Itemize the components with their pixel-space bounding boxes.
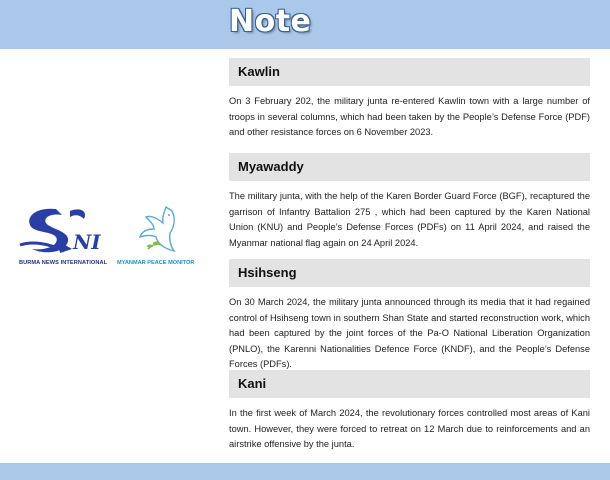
- mpm-caption: MYANMAR PEACE MONITOR: [117, 260, 195, 266]
- note-section-myawaddy: [229, 153, 590, 251]
- mpm-logo: [136, 205, 178, 257]
- section-heading: Hsihseng: [229, 259, 590, 287]
- footer-band: [0, 463, 610, 480]
- section-text: On 3 February 202, the military junta re-entered Kawlin town with a large number of troops in several columns, which had been taken by the People’s Defense Force (PDF) and other resistance forces on 6 November 2023.: [229, 96, 590, 138]
- logos-area: [18, 205, 200, 275]
- dove-icon: [136, 205, 178, 257]
- note-section-kani: [229, 370, 590, 453]
- section-heading: Myawaddy: [229, 153, 590, 181]
- bni-caption: BURMA NEWS INTERNATIONAL: [19, 260, 108, 266]
- bni-emblem-icon: [18, 205, 118, 260]
- page-title: Note: [229, 4, 312, 39]
- bni-initials: NI: [73, 230, 101, 254]
- section-text: In the first week of March 2024, the revolutionary forces controlled most areas of Kani town. However, they were forced to retreat on 12 March due to reinforcements and an airstrike offensive by the junta.: [229, 408, 590, 450]
- section-heading: Kani: [229, 370, 590, 398]
- section-heading: Kawlin: [229, 58, 590, 86]
- section-text: The military junta, with the help of the Karen Border Guard Force (BGF), recaptured the garrison of Infantry Battalion 275 , which had been captured by the Karen National Union (KNU) and People’s Defense Forces (PDFs) on 11 April 2024, and raised the Myanmar national flag again on 24 April 2024.: [229, 191, 590, 248]
- note-section-kawlin: [229, 58, 590, 141]
- note-section-hsihseng: [229, 259, 590, 373]
- section-text: On 30 March 2024, the military junta announced through its media that it had regained control of Hsihseng town in southern Shan State and started reconstruction work, which had been captured by the joint forces of the Pa-O National Liberation Organization (PNLO), the Karenni Nationalities Defence Force (KNDF), and the People’s Defense Forces (PDFs).: [229, 297, 590, 370]
